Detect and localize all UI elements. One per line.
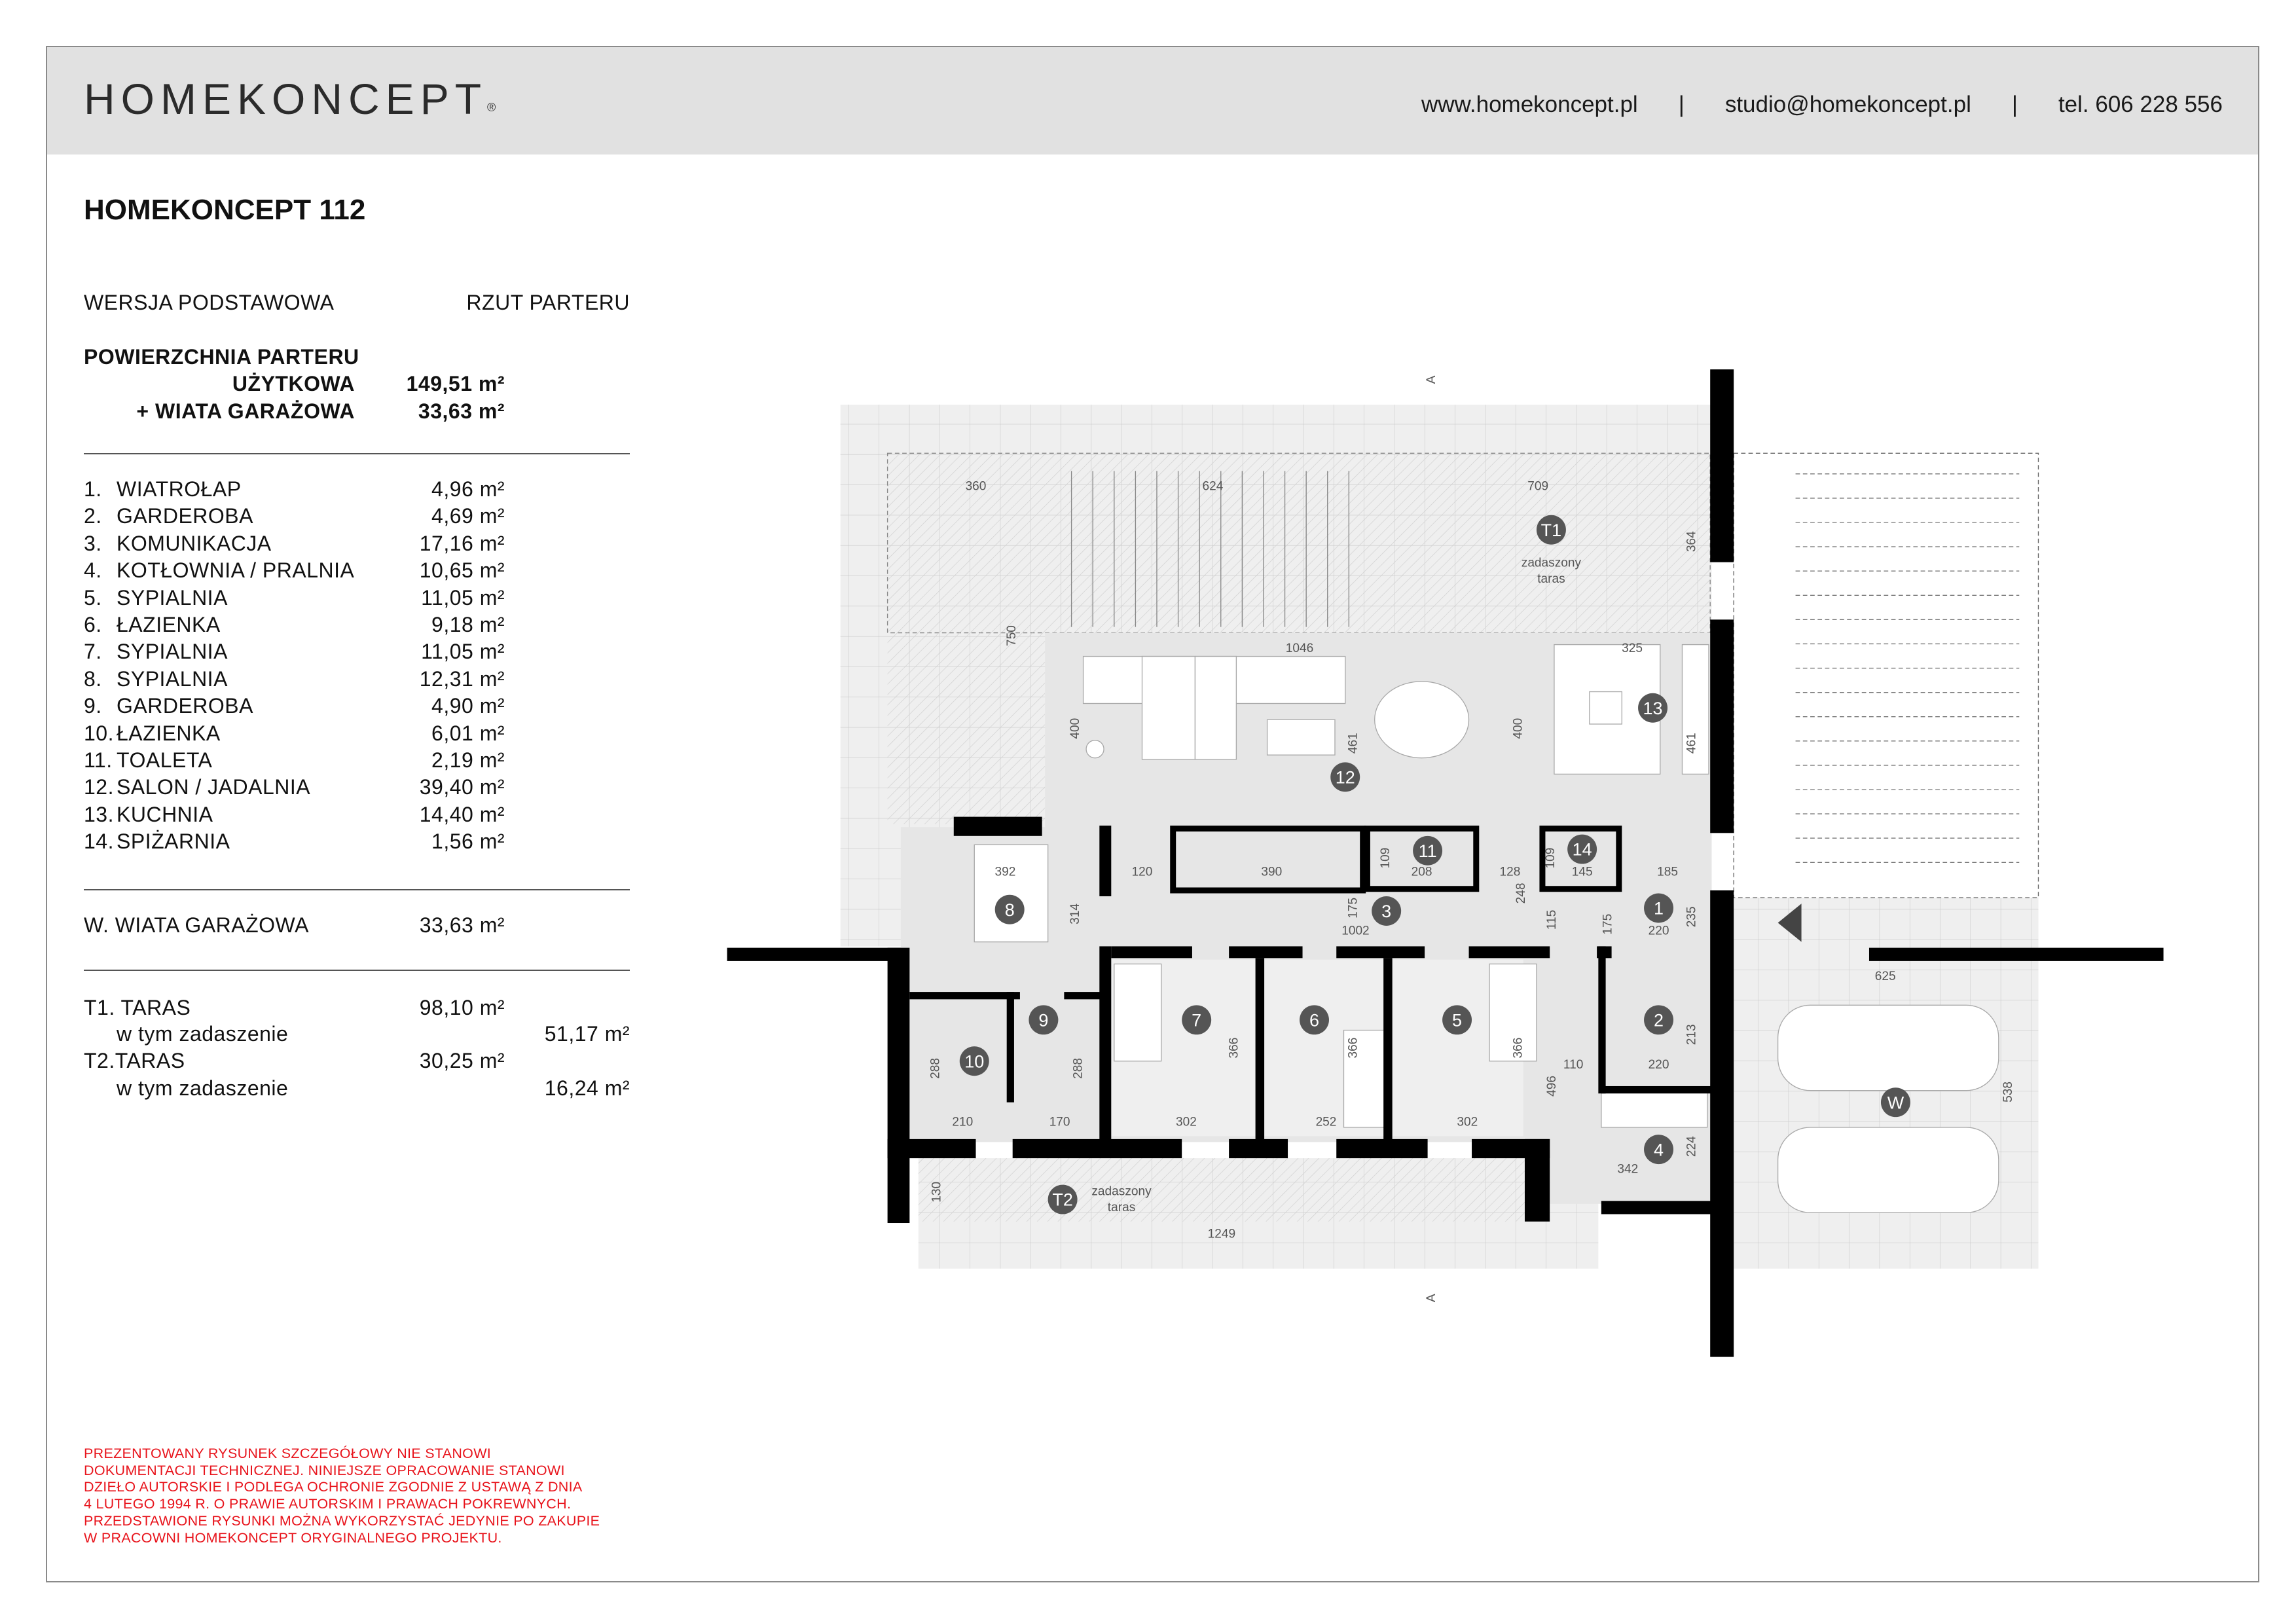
disclaimer-line: 4 LUTEGO 1994 R. O PRAWIE AUTORSKIM I PRAWACH POKREWNYCH. [84,1496,572,1512]
room-marker-label: T2 [1052,1190,1073,1210]
wall [1601,1086,1712,1093]
room-marker-label: 7 [1192,1010,1202,1030]
dimension-label: 115 [1545,909,1559,930]
hob [1590,692,1622,724]
dimension-label: 109 [1543,847,1558,869]
room-marker [1644,1135,1673,1164]
wall [888,948,910,1223]
room-marker-label: 12 [1335,767,1355,788]
registered-mark: ® [487,101,496,114]
bed-8 [974,845,1048,941]
room-marker [1567,835,1597,864]
terrace-t1-sub-label: w tym zadaszenie [117,1022,289,1046]
room-floor-white [1111,960,1523,1137]
bed-7 [1114,964,1161,1061]
dimension-label: 302 [1457,1115,1478,1129]
room-marker [1300,1005,1329,1034]
wall [1111,946,1192,958]
room-marker-label: 2 [1654,1010,1664,1030]
dimension-label: 400 [1068,718,1082,739]
room-marker [1372,896,1401,926]
wall [1710,619,1734,833]
room-name: ŁAZIENKA [117,613,221,636]
room-number: 13. [84,802,114,826]
room-marker [1644,1005,1673,1034]
dimension-label: 288 [1071,1058,1085,1079]
terrace-caption: taras [1107,1201,1136,1215]
area-heading: POWIERZCHNIA PARTERU [84,345,359,369]
dimension-label: 624 [1202,479,1224,494]
wall [1064,992,1104,999]
section-marker: A [1424,1294,1438,1303]
room-area: 39,40 m² [419,775,505,799]
terrace-caption: zadaszony [1521,556,1582,570]
dimension-label: 220 [1648,1057,1669,1072]
dimension-label: 390 [1261,865,1283,879]
room-name: GARDEROBA [117,504,253,528]
separator: | [1678,92,1685,117]
room-area: 12,31 m² [419,666,505,691]
logo-text: HOMEKONCEPT [84,75,488,123]
car-2 [1778,1127,1999,1213]
dimension-label: 110 [1563,1057,1584,1072]
dimension-label: 248 [1514,883,1528,904]
wall [888,1139,976,1158]
room-marker [960,1046,989,1076]
room-number: 1. [84,477,102,501]
dimension-label: 625 [1874,970,1896,984]
dimension-label: 325 [1622,641,1643,655]
coffee-table [1267,720,1335,755]
disclaimer-line: PRZEDSTAWIONE RYSUNKI MOŻNA WYKORZYSTAĆ JEDYNIE PO ZAKUPIE [84,1512,600,1529]
dimension-label: 461 [1685,733,1699,754]
room-marker [1182,1005,1211,1034]
wall [954,817,1042,836]
wall [1007,992,1014,1103]
dimension-label: 392 [994,865,1016,879]
room-name: WIATROŁAP [117,477,242,501]
room-marker [1048,1185,1078,1214]
version-label: WERSJA PODSTAWOWA [84,291,335,314]
room-marker [1413,836,1442,866]
dimension-label: 213 [1685,1024,1699,1046]
wall [1229,946,1302,958]
carport-area-value: 33,63 m² [418,399,505,423]
room-marker [1881,1087,1910,1117]
boiler-room-appliances [1601,1092,1707,1127]
room-name: KUCHNIA [117,802,213,826]
room-number: 2. [84,504,102,528]
dimension-label: 175 [1346,898,1360,919]
room-number: 12. [84,775,114,799]
room-area: 9,18 m² [431,613,505,636]
website-link[interactable]: www.homekoncept.pl [1421,92,1638,117]
email-link[interactable]: studio@homekoncept.pl [1724,92,1971,117]
disclaimer-line: PREZENTOWANY RYSUNEK SZCZEGÓŁOWY NIE STANOWI [84,1446,492,1461]
disclaimer-line: W PRACOWNI HOMEKONCEPT ORYGINALNEGO PROJEKTU. [84,1529,502,1546]
wall [1601,1201,1712,1214]
dining-table [1375,682,1469,758]
wall [909,992,1020,999]
dimension-label: 709 [1527,479,1549,494]
room-area: 10,65 m² [419,558,505,583]
terrace-t2-name: T2.TARAS [84,1049,185,1072]
disclaimer-line: DZIEŁO AUTORSKIE I PODLEGA OCHRONIE ZGODNIE Z USTAWĄ Z DNIA [84,1479,583,1495]
terrace-caption: zadaszony [1091,1184,1152,1199]
separator: | [2011,92,2018,117]
wall [1336,946,1425,958]
room-marker [1330,762,1360,792]
dimension-label: 360 [965,479,987,494]
room-number: 14. [84,830,114,854]
room-name: SPIŻARNIA [117,830,230,854]
sofa-segment [1195,657,1236,759]
dimension-label: 342 [1617,1162,1639,1176]
room-number: 8. [84,666,102,691]
kitchen-counter [1682,645,1708,775]
usable-area-value: 149,51 m² [406,372,505,395]
room-name: SALON / JADALNIA [117,775,311,799]
room-name: KOMUNIKACJA [117,531,272,555]
project-title: HOMEKONCEPT 112 [84,194,366,226]
room-number: 7. [84,640,102,664]
section-marker: A [1424,375,1438,384]
room-number: 4. [84,558,102,583]
wall [1336,1139,1427,1158]
wall [1099,826,1111,896]
dimension-label: 366 [1511,1037,1525,1059]
room-marker-label: 1 [1654,898,1664,919]
dimension-label: 1249 [1207,1227,1236,1241]
room-area: 1,56 m² [431,830,505,854]
room-marker-label: W [1887,1093,1904,1113]
terrace-t1-sub-area: 51,17 m² [544,1022,630,1046]
room-marker-label: 3 [1381,902,1392,922]
room-name: KOTŁOWNIA / PRALNIA [117,558,355,583]
usable-area-label: UŻYTKOWA [232,372,355,395]
room-name: ŁAZIENKA [117,721,221,745]
wall [1256,958,1264,1142]
terrace-t1-covered-side [888,633,1046,824]
dimension-label: 364 [1685,531,1699,553]
car-1 [1778,1005,1999,1090]
room-marker-label: 9 [1038,1010,1049,1030]
room-number: 5. [84,585,102,610]
room-marker-label: 8 [1004,900,1015,920]
carport-area-label: + WIATA GARAŻOWA [136,399,355,423]
room-marker [1442,1005,1472,1034]
room-area: 17,16 m² [419,531,505,555]
dimension-label: 314 [1068,903,1082,924]
sofa-chaise [1142,657,1195,759]
terrace-t2-sub-area: 16,24 m² [544,1076,630,1100]
room-area: 14,40 m² [419,802,505,826]
wall [1099,946,1111,1142]
wall [1869,948,2164,961]
dimension-label: 128 [1499,865,1521,879]
dimension-label: 1002 [1341,924,1370,938]
room-area: 4,96 m² [431,477,505,501]
room-name: GARDEROBA [117,694,253,718]
room-marker-label: 5 [1452,1010,1463,1030]
dimension-label: 302 [1176,1115,1197,1129]
room-number: 9. [84,694,102,718]
carport-roof-outline [1734,453,2038,898]
wall [1383,958,1392,1142]
room-marker-label: 4 [1654,1140,1664,1160]
room-marker-label: 10 [964,1051,985,1072]
room-area: 4,90 m² [431,694,505,718]
room-number: 11. [84,748,113,772]
room-marker [1644,893,1673,922]
dimension-label: 185 [1657,865,1678,879]
dimension-label: 145 [1571,865,1593,879]
room-area: 2,19 m² [431,748,505,772]
phone-number[interactable]: tel. 606 228 556 [2058,92,2223,117]
carport-name: W. WIATA GARAŻOWA [84,913,309,937]
room-marker [1029,1005,1058,1034]
room-marker-label: T1 [1540,520,1562,540]
room-number: 6. [84,613,102,636]
dimension-label: 235 [1685,906,1699,928]
room-marker-label: 11 [1418,841,1437,861]
wall [727,948,901,961]
dimension-label: 461 [1346,733,1360,754]
terrace-t1-area: 98,10 m² [419,996,505,1019]
room-number: 3. [84,531,102,555]
wall [1525,1139,1550,1222]
dimension-label: 210 [952,1115,974,1129]
dimension-label: 109 [1379,847,1393,869]
dimension-label: 496 [1545,1076,1559,1097]
wall [1710,369,1734,562]
room-area: 6,01 m² [431,721,505,745]
dimension-label: 120 [1131,865,1153,879]
room-area: 11,05 m² [421,585,505,610]
dimension-label: 220 [1648,924,1669,938]
terrace-t2-sub-label: w tym zadaszenie [117,1076,289,1100]
dimension-label: 288 [928,1058,943,1079]
wall [1469,946,1550,958]
dimension-label: 366 [1227,1037,1241,1059]
terrace-caption: taras [1537,572,1565,587]
room-marker [1537,515,1566,545]
terrace-t1-covered [888,453,1711,632]
disclaimer-line: DOKUMENTACJI TECHNICZNEJ. NINIEJSZE OPRACOWANIE STANOWI [84,1462,565,1478]
wall [1598,946,1605,1093]
dimension-label: 750 [1005,625,1019,647]
dimension-label: 175 [1601,913,1615,935]
room-name: SYPIALNIA [117,666,228,691]
carport-area: 33,63 m² [419,913,505,937]
room-marker [1638,693,1667,723]
dimension-label: 130 [930,1181,944,1203]
room-name: TOALETA [117,748,213,772]
room-marker-label: 14 [1572,839,1592,860]
view-label: RZUT PARTERU [466,291,630,314]
terrace-t2-area: 30,25 m² [419,1049,505,1072]
dimension-label: 170 [1049,1115,1070,1129]
dimension-label: 538 [2001,1082,2016,1103]
terrace-t2-covered [919,1158,1525,1222]
room-marker [995,895,1025,924]
dimension-label: 224 [1685,1136,1699,1158]
terrace-t1-name: T1. TARAS [84,996,191,1019]
dimension-label: 1046 [1285,641,1314,655]
wall [1710,890,1734,1357]
dimension-label: 208 [1411,865,1432,879]
room-area: 11,05 m² [421,640,505,664]
room-marker-label: 6 [1309,1010,1320,1030]
wall [1013,1139,1182,1158]
dimension-label: 366 [1346,1037,1360,1059]
dimension-label: 252 [1315,1115,1337,1129]
dimension-label: 400 [1511,718,1525,739]
room-area: 4,69 m² [431,504,505,528]
room-name: SYPIALNIA [117,640,228,664]
room-number: 10. [84,721,114,745]
room-marker-label: 13 [1643,698,1663,718]
armchair [1086,740,1104,758]
room-name: SYPIALNIA [117,585,228,610]
